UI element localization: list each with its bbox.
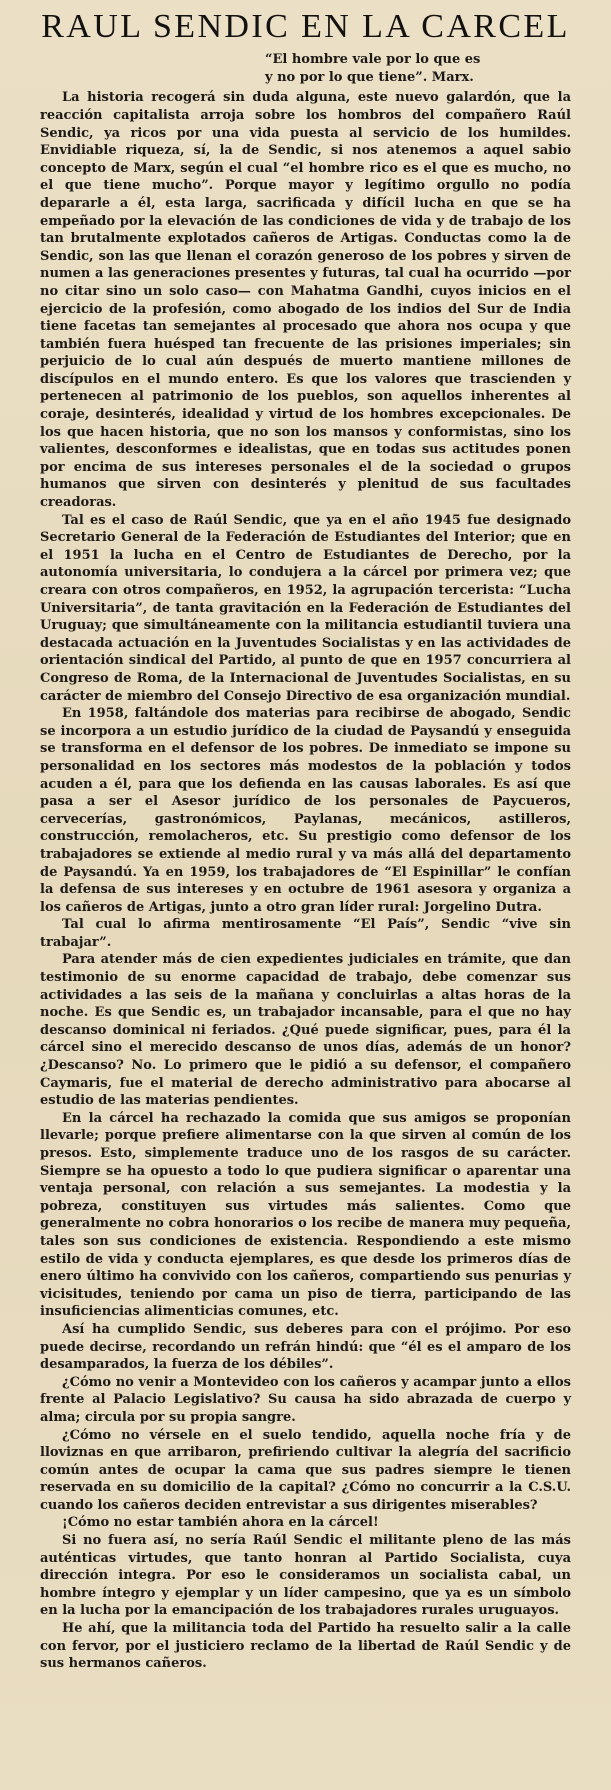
paragraph-prison: En la cárcel ha rechazado la comida que sus amigos se proponían llevarle; porque prefiere alimentarse con la que sirven al común de los presos. Esto, simplemente traduce uno de los rasgos de su carácter. Siempre se ha opuesto a todo lo que pudiera significar o aparentar una ventaja personal, con relación a sus semejantes. La modestia y la pobreza, constituyen sus virtudes más salientes. Como que generalmente no cobra honorarios o los recibe de manera muy pequeña, tales son sus condiciones de existencia. Respondiendo a este mismo estilo de vida y conducta ejemplares, es que desde los primeros días de enero último ha convivido con los cañeros, compartiendo sus penurias y vicisitudes, teniendo por cama un piso de tierra, participando de las insuficiencias alimenticias comunes, etc. xyxy=(40,1110,571,1320)
paragraph-career: Tal es el caso de Raúl Sendic, que ya en el año 1945 fue designado Secretario General de la Federación de Estudiantes del Interior; que en el 1951 la lucha en el Centro de Estudiantes de Derecho, por la autonomía universitaria, lo condujera a la cárcel por primera vez; que creara con otros compañeros, en 1952, la agrupación tercerista: “Lucha Universitaria”, de tanta gravitación en la Federación de Estudiantes del Uruguay; que simultáneamente con la militancia estudiantil tuviera una destacada actuación en la Juventudes Socialistas y en las actividades de orientación sindical del Partido, al punto de que en 1957 concurriera al Congreso de Roma, de la Internacional de Juventudes Socialistas, en su carácter de miembro del Consejo Directivo de esa organización mundial. xyxy=(40,512,571,704)
epigraph-line-1: “El hombre vale por lo que es xyxy=(265,52,481,68)
paragraph-duties: Así ha cumplido Sendic, sus deberes para con el prójimo. Por eso puede decirse, recordando un refrán hindú: que “él es el amparo de los desamparados, la fuerza de los débiles”. xyxy=(40,1321,571,1373)
paragraph-closing: He ahí, que la militancia toda del Partido ha resuelto salir a la calle con fervor, por el justiciero reclamo de la libertad de Raúl Sendic y de sus hermanos cañeros. xyxy=(40,1621,571,1672)
paragraph-intro: La historia recogerá sin duda alguna, este nuevo galardón, que la reacción capitalista arroja sobre los hombros del compañero Raúl Sendic, ya ricos por una vida puesta al servicio de los humildes. Envidiable riqueza, sí, la de Sendic, si nos atenemos a aquel sabio concepto de Marx, según el cual “el hombre rico es el que es mucho, no el que tiene mucho”. Porque mayor y legítimo orgullo no podía depararle a él, esta larga, sacrificada y difícil lucha en que se ha empeñado por la elevación de las condiciones de vida y de trabajo de los tan brutalmente explotados cañeros de Artigas. Conductas como la de Sendic, son las que llenan el corazón generoso de los pobres y sirven de numen a las generaciones presentes y futuras, tal cual ha ocurrido —por no citar sino un solo caso— con Mahatma Gandhi, cuyos inicios en el ejercicio de la profesión, como abogado de los indios del Sur de India tiene facetas tan semejantes al procesado que ahora nos ocupa y que también fuera huésped tan frecuente de las prisiones imperiales; sin perjuicio de lo cual aún después de muerto mantiene millones de discípulos en el mundo entero. Es que los valores que trascienden y pertenecen al patrimonio de los pueblos, son aquellos inherentes al coraje, desinterés, idealidad y virtud de los hombres excepcionales. De los que hacen historia, que no son los mansos y conformistas, sino los valientes, desconformes e idealistas, que en todas sus actitudes ponen por encima de sus intereses personales el de la sociedad o grupos humanos que sirven con desinterés y plenitud de sus facultades creadoras. xyxy=(40,90,571,511)
paragraph-exclamation: ¡Cómo no estar también ahora en la cárcel! xyxy=(62,1515,379,1531)
paragraph-militant: Si no fuera así, no sería Raúl Sendic el militante pleno de las más auténticas virtudes, que tanto honran al Partido Socialista, cuya dirección integra. Por eso le consideramos un socialista cabal, un hombre íntegro y ejemplar y un líder campesino, que ya es un símbolo en la lucha por la emancipación de los trabajadores rurales uruguayos. xyxy=(40,1533,571,1619)
paragraph-work: Para atender más de cien expedientes judiciales en trámite, que dan testimonio de su enorme capacidad de trabajo, debe comenzar sus actividades a las seis de la mañana y concluirlas a altas horas de la noche. Es que Sendic es, un trabajador incansable, para el que no hay descanso dominical ni feriados. ¿Qué puede significar, pues, para él la cárcel sino el merecido descanso de unos días, además de un honor? ¿Descanso? No. Lo primero que le pidió a su defensor, el compañero Caymaris, fue el material de derecho administrativo para abocarse al estudio de las materias pendientes. xyxy=(40,952,571,1109)
paragraph-el-pais: Tal cual lo afirma mentirosamente “El País”, Sendic “vive sin trabajar”. xyxy=(40,917,571,950)
paragraph-night: ¿Cómo no vérsele en el suelo tendido, aquella noche fría y de lloviznas en que arribaron, prefiriendo cultivar la alegría del sacrificio común antes de ocupar la cama que sus padres siempre le tienen reservada en su domicilio de la capital? ¿Cómo no concurrir a la C.S.U. cuando los cañeros deciden entrevistar a sus dirigentes miserables? xyxy=(40,1427,571,1513)
paragraph-paysandu: En 1958, faltándole dos materias para recibirse de abogado, Sendic se incorpora a un estudio jurídico de la ciudad de Paysandú y enseguida se transforma en el defensor de los pobres. De inmediato se impone su personalidad en los sectores más modestos de la población y todos acuden a él, para que los defienda en las causas laborales. Es así que pasa a ser el Asesor jurídico de los personales de Paycueros, cervecerías, gastronómicos, Paylanas, mecánicos, astilleros, construcción, remolacheros, etc. Su prestigio como defensor de los trabajadores se extiende al medio rural y va más allá del departamento de Paysandú. Ya en 1959, los trabajadores de “El Espinillar” le confían la defensa de sus intereses y en octubre de 1961 asesora y organiza a los cañeros de Artigas, junto a otro gran líder rural: Jorgelino Dutra. xyxy=(40,706,571,915)
paragraph-montevideo: ¿Cómo no venir a Montevideo con los cañeros y acampar junto a ellos frente al Palacio Legislativo? Su causa ha sido abrazada de cuerpo y alma; circula por su propia sangre. xyxy=(40,1374,571,1425)
epigraph-line-2: y no por lo que tiene”. Marx. xyxy=(265,70,474,86)
article-body xyxy=(40,89,571,1672)
article-title: RAUL SENDIC EN LA CARCEL xyxy=(41,8,570,45)
epigraph xyxy=(265,51,571,87)
